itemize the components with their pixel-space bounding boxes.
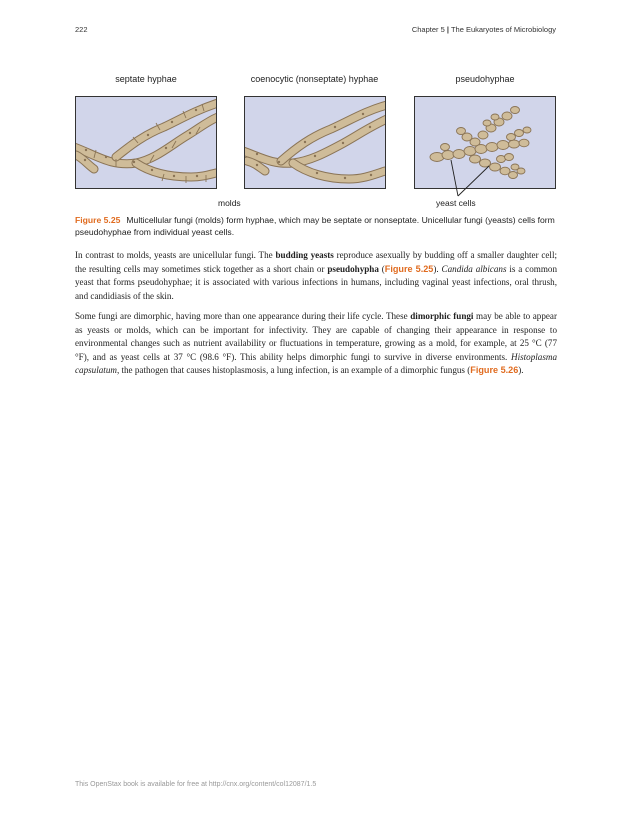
species-candida-albicans: Candida albicans [441, 263, 507, 274]
figure-caption [75, 215, 557, 238]
molds-label: molds [218, 198, 241, 208]
figure-number: Figure 5.25 [75, 215, 121, 225]
body-text [75, 249, 557, 385]
panel-label-coenocytic: coenocytic (nonseptate) hyphae [250, 74, 379, 84]
term-budding-yeasts: budding yeasts [275, 250, 334, 260]
term-dimorphic-fungi: dimorphic fungi [410, 311, 474, 321]
term-pseudohypha: pseudohypha [327, 263, 379, 274]
page-number: 222 [75, 25, 88, 34]
caption-text: Multicellular fungi (molds) form hyphae, which may be septate or nonseptate. Unicellular fungi (yeasts) cells form pseudohyphae from individual yeast cells. [75, 215, 555, 237]
panel-label-septate: septate hyphae [115, 74, 177, 84]
chapter-title: Chapter 5 | The Eukaryotes of Microbiology [411, 25, 556, 34]
paragraph-yeasts: In contrast to molds, yeasts are unicellular fungi. The budding yeasts reproduce asexually by budding off a smaller daughter cell; the resulting cells may sometimes stick together as a short chain or pseudohypha (Figure 5.25). Candida albicans is a common yeast that forms pseudohyphae; it is associated with various infections in humans, including vaginal yeast infections, oral thrush, and candidiasis of the skin. [75, 250, 558, 301]
figure-5-25-link[interactable]: Figure 5.25 [384, 263, 434, 274]
page-footer: This OpenStax book is available for free at http://cnx.org/content/col12087/1.5 [75, 781, 317, 788]
paragraph-dimorphic: Some fungi are dimorphic, having more than one appearance during their life cycle. These dimorphic fungi may be able to appear as yeasts or molds, which can be important for infectivity. They are capable of changing their appearance in response to environmental changes such as nutrient availability or fluctuations in temperature, growing as a mold, for example, at 25 °C (77 °F), and as yeast cells at 37 °C (98.6 °F). This ability helps dimorphic fungi to survive in diverse environments. Histoplasma capsulatum, the pathogen that causes histoplasmosis, a lung infection, is an example of a dimorphic fungus (Figure 5.26). [75, 311, 557, 375]
figure-5-26-link[interactable]: Figure 5.26 [470, 365, 519, 375]
yeast-cells-label: yeast cells [436, 198, 476, 208]
species-histoplasma-capsulatum: Histoplasma capsulatum [75, 351, 557, 375]
panel-label-pseudohyphae: pseudohyphae [455, 74, 515, 84]
